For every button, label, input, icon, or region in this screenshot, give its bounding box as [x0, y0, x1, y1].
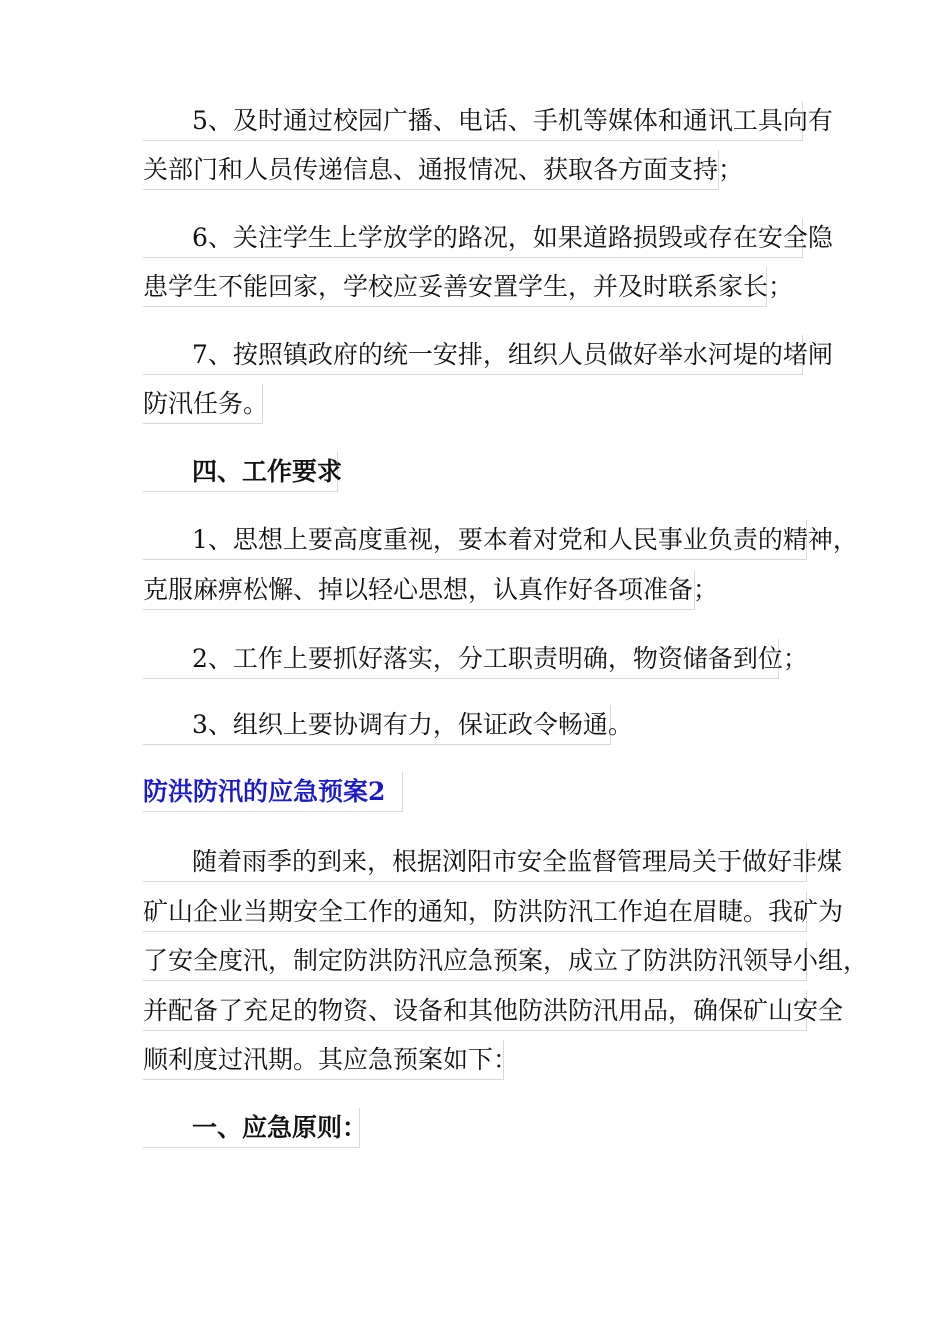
- paragraph-line: 矿山企业当期安全工作的通知，防洪防汛工作迫在眉睫。我矿为: [143, 892, 807, 932]
- paragraph-line: 1、思想上要高度重视，要本着对党和人民事业负责的精神，: [143, 520, 807, 560]
- paragraph-line: 顺利度过汛期。其应急预案如下：: [143, 1040, 504, 1080]
- paragraph-line: 防汛任务。: [143, 384, 263, 424]
- paragraph-line: 随着雨季的到来，根据浏阳市安全监督管理局关于做好非煤: [143, 842, 807, 882]
- paragraph-line: 患学生不能回家，学校应妥善安置学生，并及时联系家长；: [143, 267, 767, 307]
- paragraph-line: 2、工作上要抓好落实，分工职责明确，物资储备到位；: [143, 639, 779, 679]
- paragraph-line: 关部门和人员传递信息、通报情况、获取各方面支持；: [143, 150, 719, 190]
- paragraph-line: 3、组织上要协调有力，保证政令畅通。: [143, 705, 611, 745]
- document-title: 防洪防汛的应急预案2: [143, 772, 403, 812]
- paragraph-line: 并配备了充足的物资、设备和其他防洪防汛用品，确保矿山安全: [143, 991, 807, 1031]
- paragraph-line: 5、及时通过校园广播、电话、手机等媒体和通讯工具向有: [143, 101, 803, 141]
- paragraph-line: 了安全度汛，制定防洪防汛应急预案，成立了防洪防汛领导小组，: [143, 941, 807, 981]
- paragraph-line: 6、关注学生上学放学的路况，如果道路损毁或存在安全隐: [143, 218, 803, 258]
- paragraph-line: 克服麻痹松懈、掉以轻心思想，认真作好各项准备；: [143, 570, 695, 610]
- section-heading: 四、工作要求: [143, 452, 338, 492]
- paragraph-line: 7、按照镇政府的统一安排，组织人员做好举水河堤的堵闸: [143, 335, 803, 375]
- section-heading: 一、应急原则：: [143, 1108, 360, 1148]
